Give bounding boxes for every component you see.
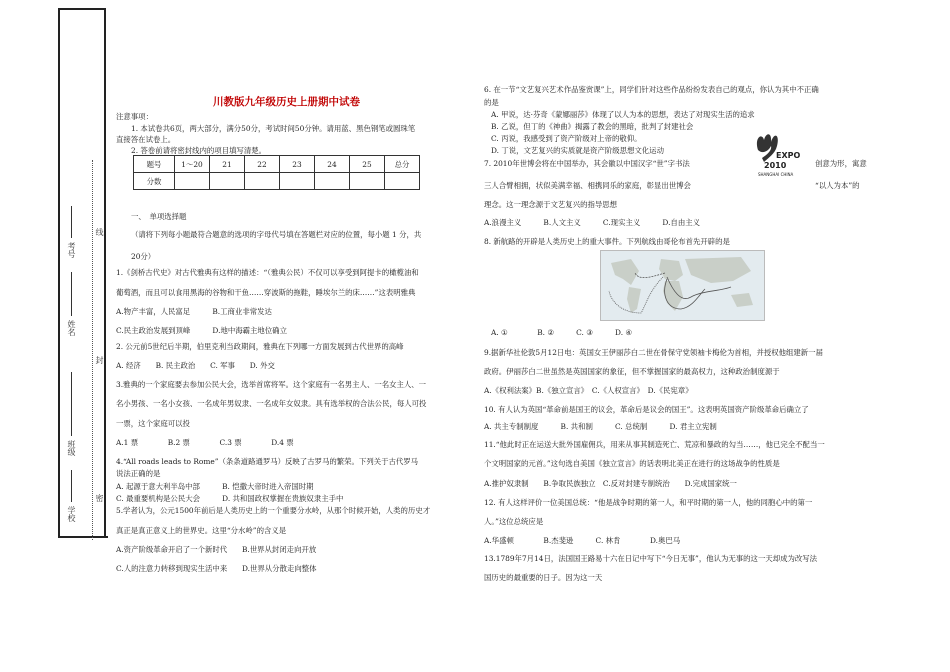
question-option: A. 共主专制制度 B. 共和制 C. 总统制 D. 君主立宪制 [484, 422, 717, 431]
question-option: A. 起源于意大利半岛中部 B. 恺撒大帝时进入帝国时期 [116, 482, 314, 491]
question-text: 个文明国家的元首。”这句选自美国《独立宣言》的话表明北美正在进行的这场战争的性质是 [484, 459, 780, 468]
question-text: 葡萄酒，而且可以食用黑海的谷物和干鱼……穿波斯的拖鞋，睡埃尔兰的床……”这表明雅典 [116, 288, 416, 297]
question-text: 5.学者认为，公元1500年前后是人类历史上的一个重要分水岭，从那个时候开始，人类的历史才 [116, 506, 431, 515]
label-xuexiao: 学校 [67, 506, 76, 522]
expo-2010-logo [750, 128, 801, 180]
seal-char-mi: 密 [95, 494, 104, 502]
page-title: 川教版九年级历史上册期中试卷 [213, 96, 360, 108]
question-option: A.《权利法案》B.《独立宣言》 C.《人权宣言》 D.《民宪章》 [484, 386, 693, 395]
question-option: C. 最重要机构是公民大会 D. 共和国政权掌握在贵族奴隶主手中 [116, 494, 344, 503]
seal-dotted-line [92, 160, 93, 540]
xingming-underline [71, 272, 72, 316]
question-option: B. 乙说，但丁的《神曲》揭露了教会的黑暗，批判了封建社会 [491, 122, 694, 131]
question-option: C.人的注意力转移到现实生活中来 D.世界从分散走向整体 [116, 564, 317, 573]
binding-frame [58, 8, 106, 538]
score-header-cell: 23 [280, 156, 315, 173]
question-text: 4.“All roads leads to Rome”（条条道路通罗马）反映了古罗马的繁荣。下列关于古代罗马 [116, 457, 419, 466]
question-text: 11.“他此时正在运送大批外国雇佣兵，用来从事其制造死亡、荒凉和暴政的勾当……，他已完全不配当一 [484, 440, 825, 449]
question-text: 一票，这个家庭可以投 [116, 419, 190, 428]
question-text: 三人合臂相拥，状似美满幸福、相携同乐的家庭，彰显出世博会 [484, 181, 691, 190]
label-banji: 班级 [67, 440, 76, 456]
score-table-header-row [134, 156, 420, 173]
score-table-score-row [134, 173, 420, 190]
question-text: 说法正确的是 [116, 469, 161, 478]
question-option: A. ① B. ② C. ③ D. ④ [491, 328, 633, 337]
question-option: A.资产阶级革命开启了一个新时代 B.世界从封闭走向开放 [116, 545, 317, 554]
question-text: 9.据新华社伦敦5月12日电：英国女王伊丽莎白二世在骨保守党领袖卡梅伦为首相，并授权他组建新一届 [484, 348, 823, 357]
question-option: A. 甲说，达·芬奇《蒙娜丽莎》体现了以人为本的思想，表达了对现实生活的追求 [491, 110, 755, 119]
label-xingming: 姓名 [67, 320, 76, 336]
kaohao-underline [71, 206, 72, 238]
score-cell[interactable] [210, 173, 245, 190]
question-option: D. 丁说，文艺复兴的实质就是资产阶级思想文化运动 [491, 146, 664, 155]
score-table [133, 155, 420, 190]
label-kaohao: 考号 [67, 242, 76, 258]
score-cell[interactable] [315, 173, 350, 190]
question-text: 的是 [484, 98, 499, 107]
question-text: 名小男孩、一名小女孩、一名成年男奴隶、一名成年女奴隶。具有选举权的合法公民，每人可投 [116, 399, 427, 408]
score-cell[interactable] [175, 173, 210, 190]
score-header-cell: 1～20 [175, 156, 210, 173]
question-text: 1.《剑桥古代史》对古代雅典有这样的描述：“（雅典公民）不仅可以享受到阿提卡的橄榄油和 [116, 268, 419, 277]
question-option: C.民主政治发展到顶峰 D.地中海霸主地位确立 [116, 326, 287, 335]
question-option: A.华盛顿 B.杰斐逊 C. 林肯 D.奥巴马 [484, 536, 681, 545]
score-header-cell: 25 [350, 156, 385, 173]
note-1: 1. 本试卷共6页，两大部分，满分50分，考试时间50分钟。请用蓝、黑色钢笔或圆珠笔 [131, 124, 416, 133]
score-cell[interactable] [245, 173, 280, 190]
note-2: 2. 答卷前请将密封线内的项目填写清楚。 [131, 146, 267, 155]
score-header-cell: 24 [315, 156, 350, 173]
expo-subtext: SHANGHAI CHINA [758, 172, 794, 177]
section-instructions: （请将下列每小题最符合题意的选项的字母代号填在答题栏对应的位置，每小题 1 分，共 [131, 230, 422, 239]
question-text: 人。”这位总统应是 [484, 517, 544, 526]
question-option: C. 丙说，我感受到了资产阶级对上帝的敬仰。 [491, 134, 642, 143]
question-option: A.1 票 B.2 票 C.3 票 D.4 票 [116, 438, 294, 447]
question-text: 8. 新航路的开辟是人类历史上的重大事件。下列航线由哥伦布首先开辟的是 [484, 237, 730, 246]
question-text: 理念。这一理念源于文艺复兴的指导思想 [484, 200, 618, 209]
score-cell[interactable] [385, 173, 420, 190]
score-header-cell: 总分 [385, 156, 420, 173]
question-option: A.物产丰富，人民富足 B.工商业非常发达 [116, 307, 272, 316]
score-cell[interactable] [350, 173, 385, 190]
question-text: 10. 有人认为英国“革命前是国王的议会，革命后是议会的国王”。这表明英国资产阶级革命后确立了 [484, 405, 809, 414]
question-text: 政府。伊丽莎白二世虽然是英国国家的象征，但不掌握国家的最高权力，这种政治制度源于 [484, 367, 780, 376]
question-option: A.浪漫主义 B.人文主义 C.现实主义 D.自由主义 [484, 218, 700, 227]
question-text: 6. 在一节“文艺复兴艺术作品鉴赏课”上，同学们针对这些作品纷纷发表自己的观点，你认为其中不正确 [484, 85, 819, 94]
question-text: 2. 公元前5世纪后半期，伯里克利当政期间，雅典在下列哪一方面发展到古代世界的高峰 [116, 342, 404, 351]
question-text: 国历史的最重要的日子。因为这一天 [484, 573, 603, 582]
expo-text: EXPO [776, 151, 801, 160]
notes-header: 注意事项： [116, 112, 153, 121]
banji-underline [71, 372, 72, 436]
question-text: 真正是真正意义上的世界史。这里“分水岭”的含义是 [116, 526, 287, 535]
question-text: “以人为本”的 [815, 181, 860, 190]
seal-char-feng: 封 [95, 356, 104, 364]
question-option: A.推护奴隶制 B.争取民族独立 C.反对封建专制统治 D.完成国家统一 [484, 479, 737, 488]
score-header-cell: 题号 [134, 156, 175, 173]
frame-bottom-line [58, 536, 108, 538]
expo-year: 2010 [764, 161, 787, 170]
question-option: A. 经济 B. 民主政治 C. 军事 D. 外交 [116, 361, 275, 370]
question-text: 3.雅典的一个家庭要去参加公民大会，选举首席将军。这个家庭有一名男主人、一名女主人、一 [116, 380, 427, 389]
seal-char-xian: 线 [95, 228, 104, 236]
score-cell[interactable] [280, 173, 315, 190]
note-1-cont: 直接答在试卷上。 [116, 135, 176, 144]
section-heading: 一、 单项选择题 [131, 212, 187, 221]
question-text: 13.1789年7月14日，法国国王路易十六在日记中写下“今日无事”，他认为无事的这一天却成为改写法 [484, 554, 818, 563]
xuexiao-underline [71, 470, 72, 502]
question-text: 创意为形，寓意 [815, 159, 867, 168]
score-row-label: 分数 [134, 173, 175, 190]
score-header-cell: 21 [210, 156, 245, 173]
question-text: 12. 有人这样评价一位美国总统：“他是战争时期的第一人，和平时期的第一人，他的同胞心中的第一 [484, 498, 813, 507]
question-text: 7. 2010年世博会将在中国举办，其会徽以中国汉字“世”字书法 [484, 159, 690, 168]
navigation-routes-map [600, 250, 765, 321]
section-instructions-cont: 20分） [131, 252, 156, 261]
score-header-cell: 22 [245, 156, 280, 173]
